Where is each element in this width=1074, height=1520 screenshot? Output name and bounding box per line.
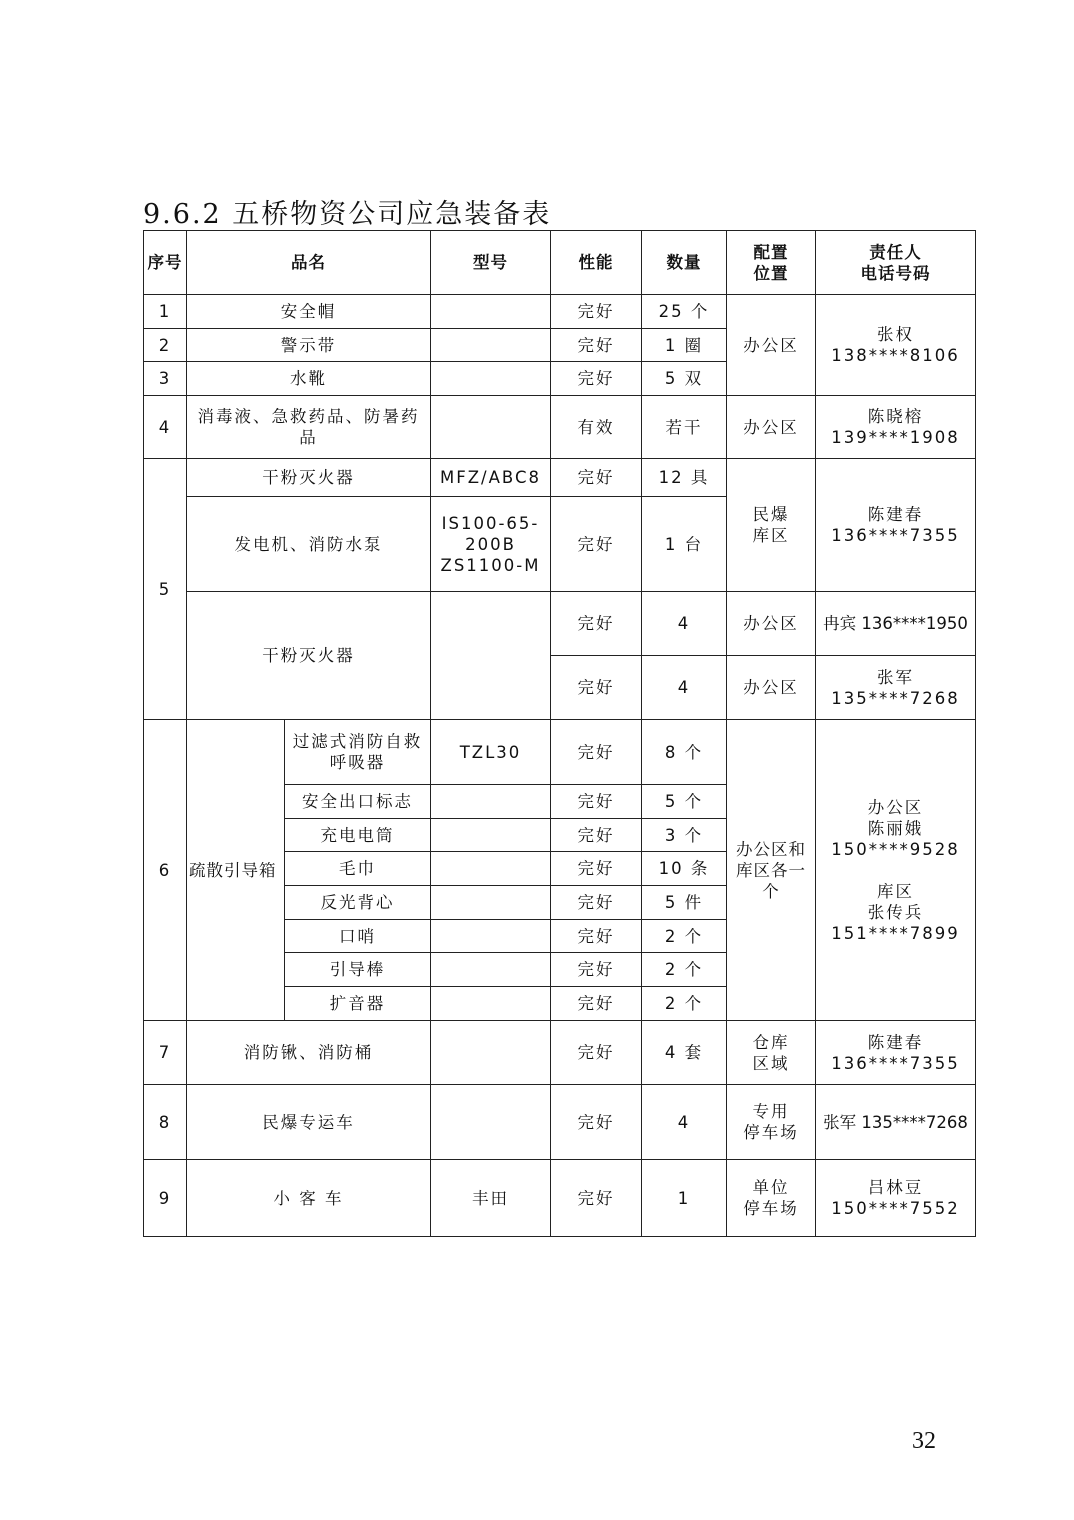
status-cell: 完好 bbox=[551, 497, 642, 592]
model-cell: 丰田 bbox=[431, 1160, 551, 1237]
qty-cell: 若干 bbox=[642, 396, 727, 459]
model-cell bbox=[431, 396, 551, 459]
status-cell: 完好 bbox=[551, 1085, 642, 1160]
header-status: 性能 bbox=[551, 231, 642, 295]
model-cell bbox=[431, 886, 551, 920]
status-cell: 完好 bbox=[551, 819, 642, 852]
seq-cell: 8 bbox=[144, 1085, 187, 1160]
model-cell bbox=[431, 329, 551, 362]
status-cell: 完好 bbox=[551, 592, 642, 656]
table-row bbox=[144, 295, 976, 329]
seq-cell: 7 bbox=[144, 1021, 187, 1085]
qty-cell: 4 bbox=[642, 1085, 727, 1160]
name-cell: 过滤式消防自救 呼吸器 bbox=[285, 720, 431, 785]
name-cell: 消防锹、消防桶 bbox=[187, 1021, 431, 1085]
location-cell: 仓库 区域 bbox=[727, 1021, 816, 1085]
header-location: 配置 位置 bbox=[727, 231, 816, 295]
model-cell bbox=[431, 295, 551, 329]
table-row bbox=[144, 459, 976, 497]
contact-cell: 冉宾 136****1950 bbox=[816, 592, 976, 656]
qty-cell: 1 台 bbox=[642, 497, 727, 592]
seq-cell: 5 bbox=[144, 459, 187, 720]
qty-cell: 2 个 bbox=[642, 953, 727, 987]
qty-cell: 1 bbox=[642, 1160, 727, 1237]
name-cell: 引导棒 bbox=[285, 953, 431, 987]
seq-cell: 9 bbox=[144, 1160, 187, 1237]
table-row bbox=[144, 1085, 976, 1160]
qty-cell: 3 个 bbox=[642, 819, 727, 852]
name-cell: 充电电筒 bbox=[285, 819, 431, 852]
name-cell: 发电机、消防水泵 bbox=[187, 497, 431, 592]
location-cell: 办公区 bbox=[727, 396, 816, 459]
name-cell: 干粉灭火器 bbox=[187, 592, 431, 720]
contact-cell: 张军 135****7268 bbox=[816, 656, 976, 720]
header-name: 品名 bbox=[187, 231, 431, 295]
status-cell: 有效 bbox=[551, 396, 642, 459]
status-cell: 完好 bbox=[551, 459, 642, 497]
name-cell: 反光背心 bbox=[285, 886, 431, 920]
location-cell: 专用 停车场 bbox=[727, 1085, 816, 1160]
seq-cell: 1 bbox=[144, 295, 187, 329]
seq-cell: 2 bbox=[144, 329, 187, 362]
qty-cell: 2 个 bbox=[642, 987, 727, 1021]
model-cell bbox=[431, 785, 551, 819]
seq-cell: 4 bbox=[144, 396, 187, 459]
name-cell: 水靴 bbox=[187, 362, 431, 396]
qty-cell: 8 个 bbox=[642, 720, 727, 785]
name-cell: 安全帽 bbox=[187, 295, 431, 329]
status-cell: 完好 bbox=[551, 920, 642, 953]
name-cell: 小 客 车 bbox=[187, 1160, 431, 1237]
contact-cell: 张权 138****8106 bbox=[816, 295, 976, 396]
qty-cell: 10 条 bbox=[642, 852, 727, 886]
status-cell: 完好 bbox=[551, 295, 642, 329]
equipment-table bbox=[143, 230, 976, 1237]
name-cell: 民爆专运车 bbox=[187, 1085, 431, 1160]
contact-cell: 陈建春 136****7355 bbox=[816, 459, 976, 592]
qty-cell: 4 bbox=[642, 592, 727, 656]
qty-cell: 4 bbox=[642, 656, 727, 720]
name-cell: 警示带 bbox=[187, 329, 431, 362]
status-cell: 完好 bbox=[551, 1021, 642, 1085]
status-cell: 完好 bbox=[551, 852, 642, 886]
page-title: 9.6.2 五桥物资公司应急装备表 bbox=[143, 199, 552, 230]
qty-cell: 1 圈 bbox=[642, 329, 727, 362]
status-cell: 完好 bbox=[551, 1160, 642, 1237]
header-model: 型号 bbox=[431, 231, 551, 295]
table-row bbox=[144, 592, 976, 656]
name-cell: 安全出口标志 bbox=[285, 785, 431, 819]
group-cell: 疏散引导箱 bbox=[187, 720, 285, 1021]
model-cell bbox=[431, 362, 551, 396]
model-cell bbox=[431, 852, 551, 886]
qty-cell: 12 具 bbox=[642, 459, 727, 497]
location-cell: 办公区 bbox=[727, 656, 816, 720]
model-cell bbox=[431, 1021, 551, 1085]
status-cell: 完好 bbox=[551, 987, 642, 1021]
qty-cell: 4 套 bbox=[642, 1021, 727, 1085]
qty-cell: 2 个 bbox=[642, 920, 727, 953]
name-cell: 消毒液、急救药品、防暑药品 bbox=[187, 396, 431, 459]
table-row bbox=[144, 1021, 976, 1085]
name-cell: 干粉灭火器 bbox=[187, 459, 431, 497]
status-cell: 完好 bbox=[551, 656, 642, 720]
location-cell: 办公区 bbox=[727, 592, 816, 656]
contact-cell: 吕林豆 150****7552 bbox=[816, 1160, 976, 1237]
status-cell: 完好 bbox=[551, 785, 642, 819]
qty-cell: 25 个 bbox=[642, 295, 727, 329]
page-number: 32 bbox=[912, 1428, 936, 1454]
seq-cell: 3 bbox=[144, 362, 187, 396]
location-cell: 办公区 bbox=[727, 295, 816, 396]
contact-cell: 陈建春 136****7355 bbox=[816, 1021, 976, 1085]
table-row bbox=[144, 720, 976, 785]
contact-cell: 陈晓榕 139****1908 bbox=[816, 396, 976, 459]
model-cell bbox=[431, 953, 551, 987]
name-cell: 扩音器 bbox=[285, 987, 431, 1021]
header-seq: 序号 bbox=[144, 231, 187, 295]
model-cell bbox=[431, 1085, 551, 1160]
status-cell: 完好 bbox=[551, 362, 642, 396]
qty-cell: 5 件 bbox=[642, 886, 727, 920]
model-cell bbox=[431, 819, 551, 852]
header-qty: 数量 bbox=[642, 231, 727, 295]
model-cell bbox=[431, 920, 551, 953]
qty-cell: 5 双 bbox=[642, 362, 727, 396]
table-row bbox=[144, 396, 976, 459]
header-row bbox=[144, 231, 976, 295]
model-cell: MFZ/ABC8 bbox=[431, 459, 551, 497]
header-contact: 责任人 电话号码 bbox=[816, 231, 976, 295]
status-cell: 完好 bbox=[551, 953, 642, 987]
status-cell: 完好 bbox=[551, 329, 642, 362]
status-cell: 完好 bbox=[551, 720, 642, 785]
model-cell: TZL30 bbox=[431, 720, 551, 785]
seq-cell: 6 bbox=[144, 720, 187, 1021]
model-cell: IS100-65-200B ZS1100-M bbox=[431, 497, 551, 592]
model-cell bbox=[431, 592, 551, 720]
table-row bbox=[144, 1160, 976, 1237]
contact-cell: 张军 135****7268 bbox=[816, 1085, 976, 1160]
qty-cell: 5 个 bbox=[642, 785, 727, 819]
contact-cell: 办公区 陈丽娥 150****9528 库区 张传兵 151****7899 bbox=[816, 720, 976, 1021]
name-cell: 口哨 bbox=[285, 920, 431, 953]
location-cell: 办公区和 库区各一 个 bbox=[727, 720, 816, 1021]
model-cell bbox=[431, 987, 551, 1021]
name-cell: 毛巾 bbox=[285, 852, 431, 886]
status-cell: 完好 bbox=[551, 886, 642, 920]
location-cell: 单位 停车场 bbox=[727, 1160, 816, 1237]
location-cell: 民爆 库区 bbox=[727, 459, 816, 592]
